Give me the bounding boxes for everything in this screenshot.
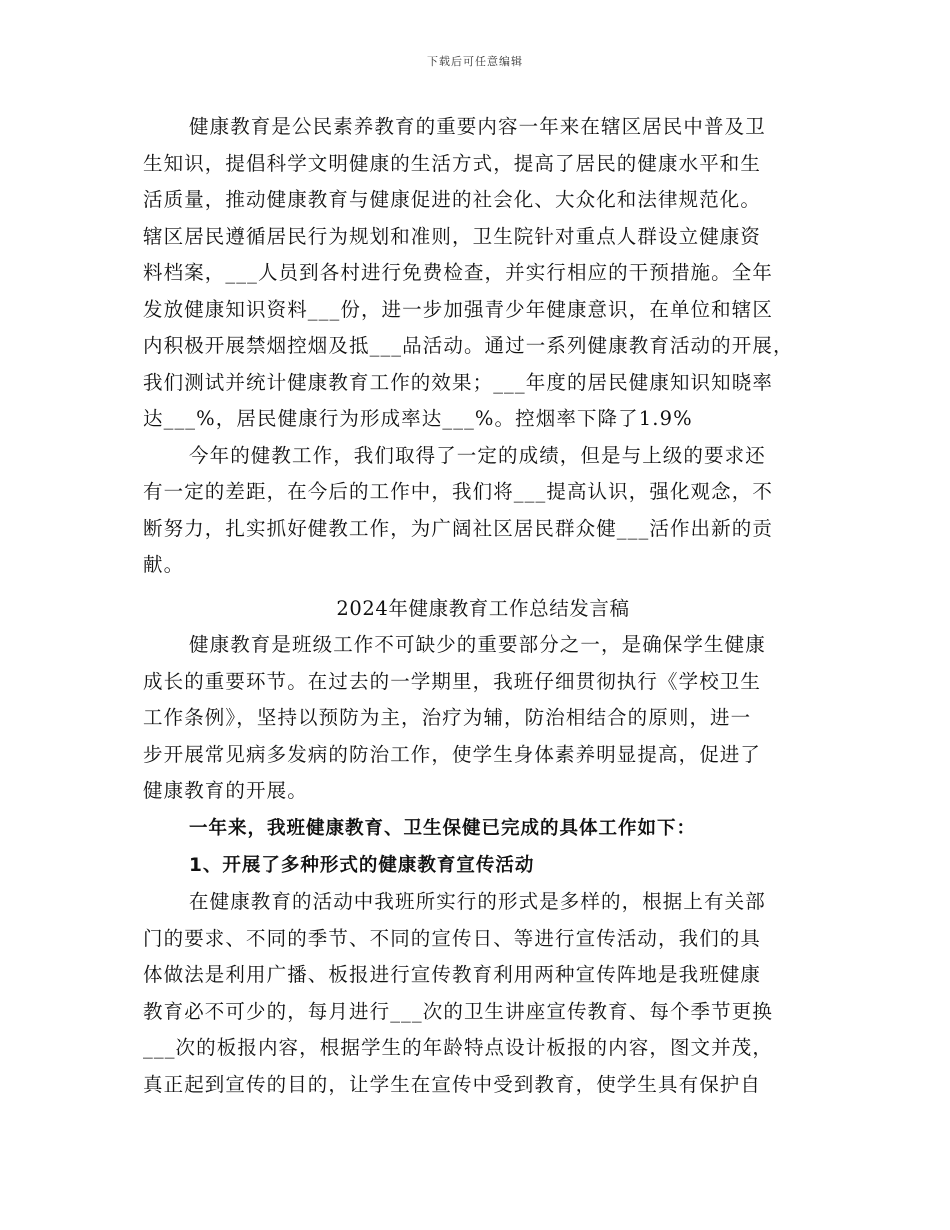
paragraph-line: 今年的健教工作，我们取得了一定的成绩，但是与上级的要求还 — [189, 444, 766, 467]
paragraph-line: 献。 — [143, 553, 185, 576]
paragraph-line: 体做法是利用广播、板报进行宣传教育利用两种宣传阵地是我班健康 — [143, 963, 762, 986]
paragraph-line: 在健康教育的活动中我班所实行的形式是多样的，根据上有关部 — [189, 890, 766, 913]
paragraph-line: 有一定的差距，在今后的工作中，我们将___提高认识，强化观念，不 — [143, 480, 773, 503]
paragraph-line: 生知识，提倡科学文明健康的生活方式，提高了居民的健康水平和生 — [143, 152, 762, 175]
document-title: 2024年健康教育工作总结发言稿 — [336, 597, 630, 620]
paragraph-line: 健康教育是班级工作不可缺少的重要部分之一，是确保学生健康 — [189, 633, 766, 656]
paragraph-line: 门的要求、不同的季节、不同的宣传日、等进行宣传活动，我们的具 — [143, 927, 762, 950]
paragraph-line: 教育必不可少的，每月进行___次的卫生讲座宣传教育、每个季节更换 — [143, 1000, 773, 1023]
paragraph-line: 活质量，推动健康教育与健康促进的社会化、大众化和法律规范化。 — [143, 188, 762, 211]
paragraph-line: 我们测试并统计健康教育工作的效果；___年度的居民健康知识知晓率 — [143, 371, 773, 394]
paragraph-line: 真正起到宣传的目的，让学生在宣传中受到教育，使学生具有保护自 — [143, 1073, 762, 1096]
paragraph-line: 步开展常见病多发病的防治工作，使学生身体素养明显提高，促进了 — [143, 743, 762, 766]
paragraph-line: 工作条例》，坚持以预防为主，治疗为辅，防治相结合的原则，进一 — [143, 706, 752, 729]
paragraph-line: 达___%，居民健康行为形成率达___%。控烟率下降了1.9% — [143, 407, 693, 430]
paragraph-line: 内积极开展禁烟控烟及抵___品活动。通过一系列健康教育活动的开展， — [143, 334, 794, 357]
paragraph-line: ___次的板报内容，根据学生的年龄特点设计板报的内容，图文并茂， — [143, 1036, 773, 1059]
paragraph-line: 发放健康知识资料___份，进一步加强青少年健康意识，在单位和辖区 — [143, 298, 773, 321]
paragraph-line: 料档案，___人员到各村进行免费检查，并实行相应的干预措施。全年 — [143, 261, 773, 284]
paragraph-line: 成长的重要环节。在过去的一学期里，我班仔细贯彻执行《学校卫生 — [143, 670, 762, 693]
section-heading: 1、开展了多种形式的健康教育宣传活动 — [189, 855, 535, 876]
page-header: 下载后可任意编辑 — [427, 55, 523, 68]
paragraph-line: 辖区居民遵循居民行为规划和准则，卫生院针对重点人群设立健康资 — [143, 225, 762, 248]
section-heading: 一年来，我班健康教育、卫生保健已完成的具体工作如下： — [189, 818, 697, 839]
paragraph-line: 健康教育是公民素养教育的重要内容一年来在辖区居民中普及卫 — [189, 115, 766, 138]
paragraph-line: 断努力，扎实抓好健教工作，为广阔社区居民群众健___活作出新的贡 — [143, 517, 773, 540]
paragraph-line: 健康教育的开展。 — [143, 779, 308, 802]
